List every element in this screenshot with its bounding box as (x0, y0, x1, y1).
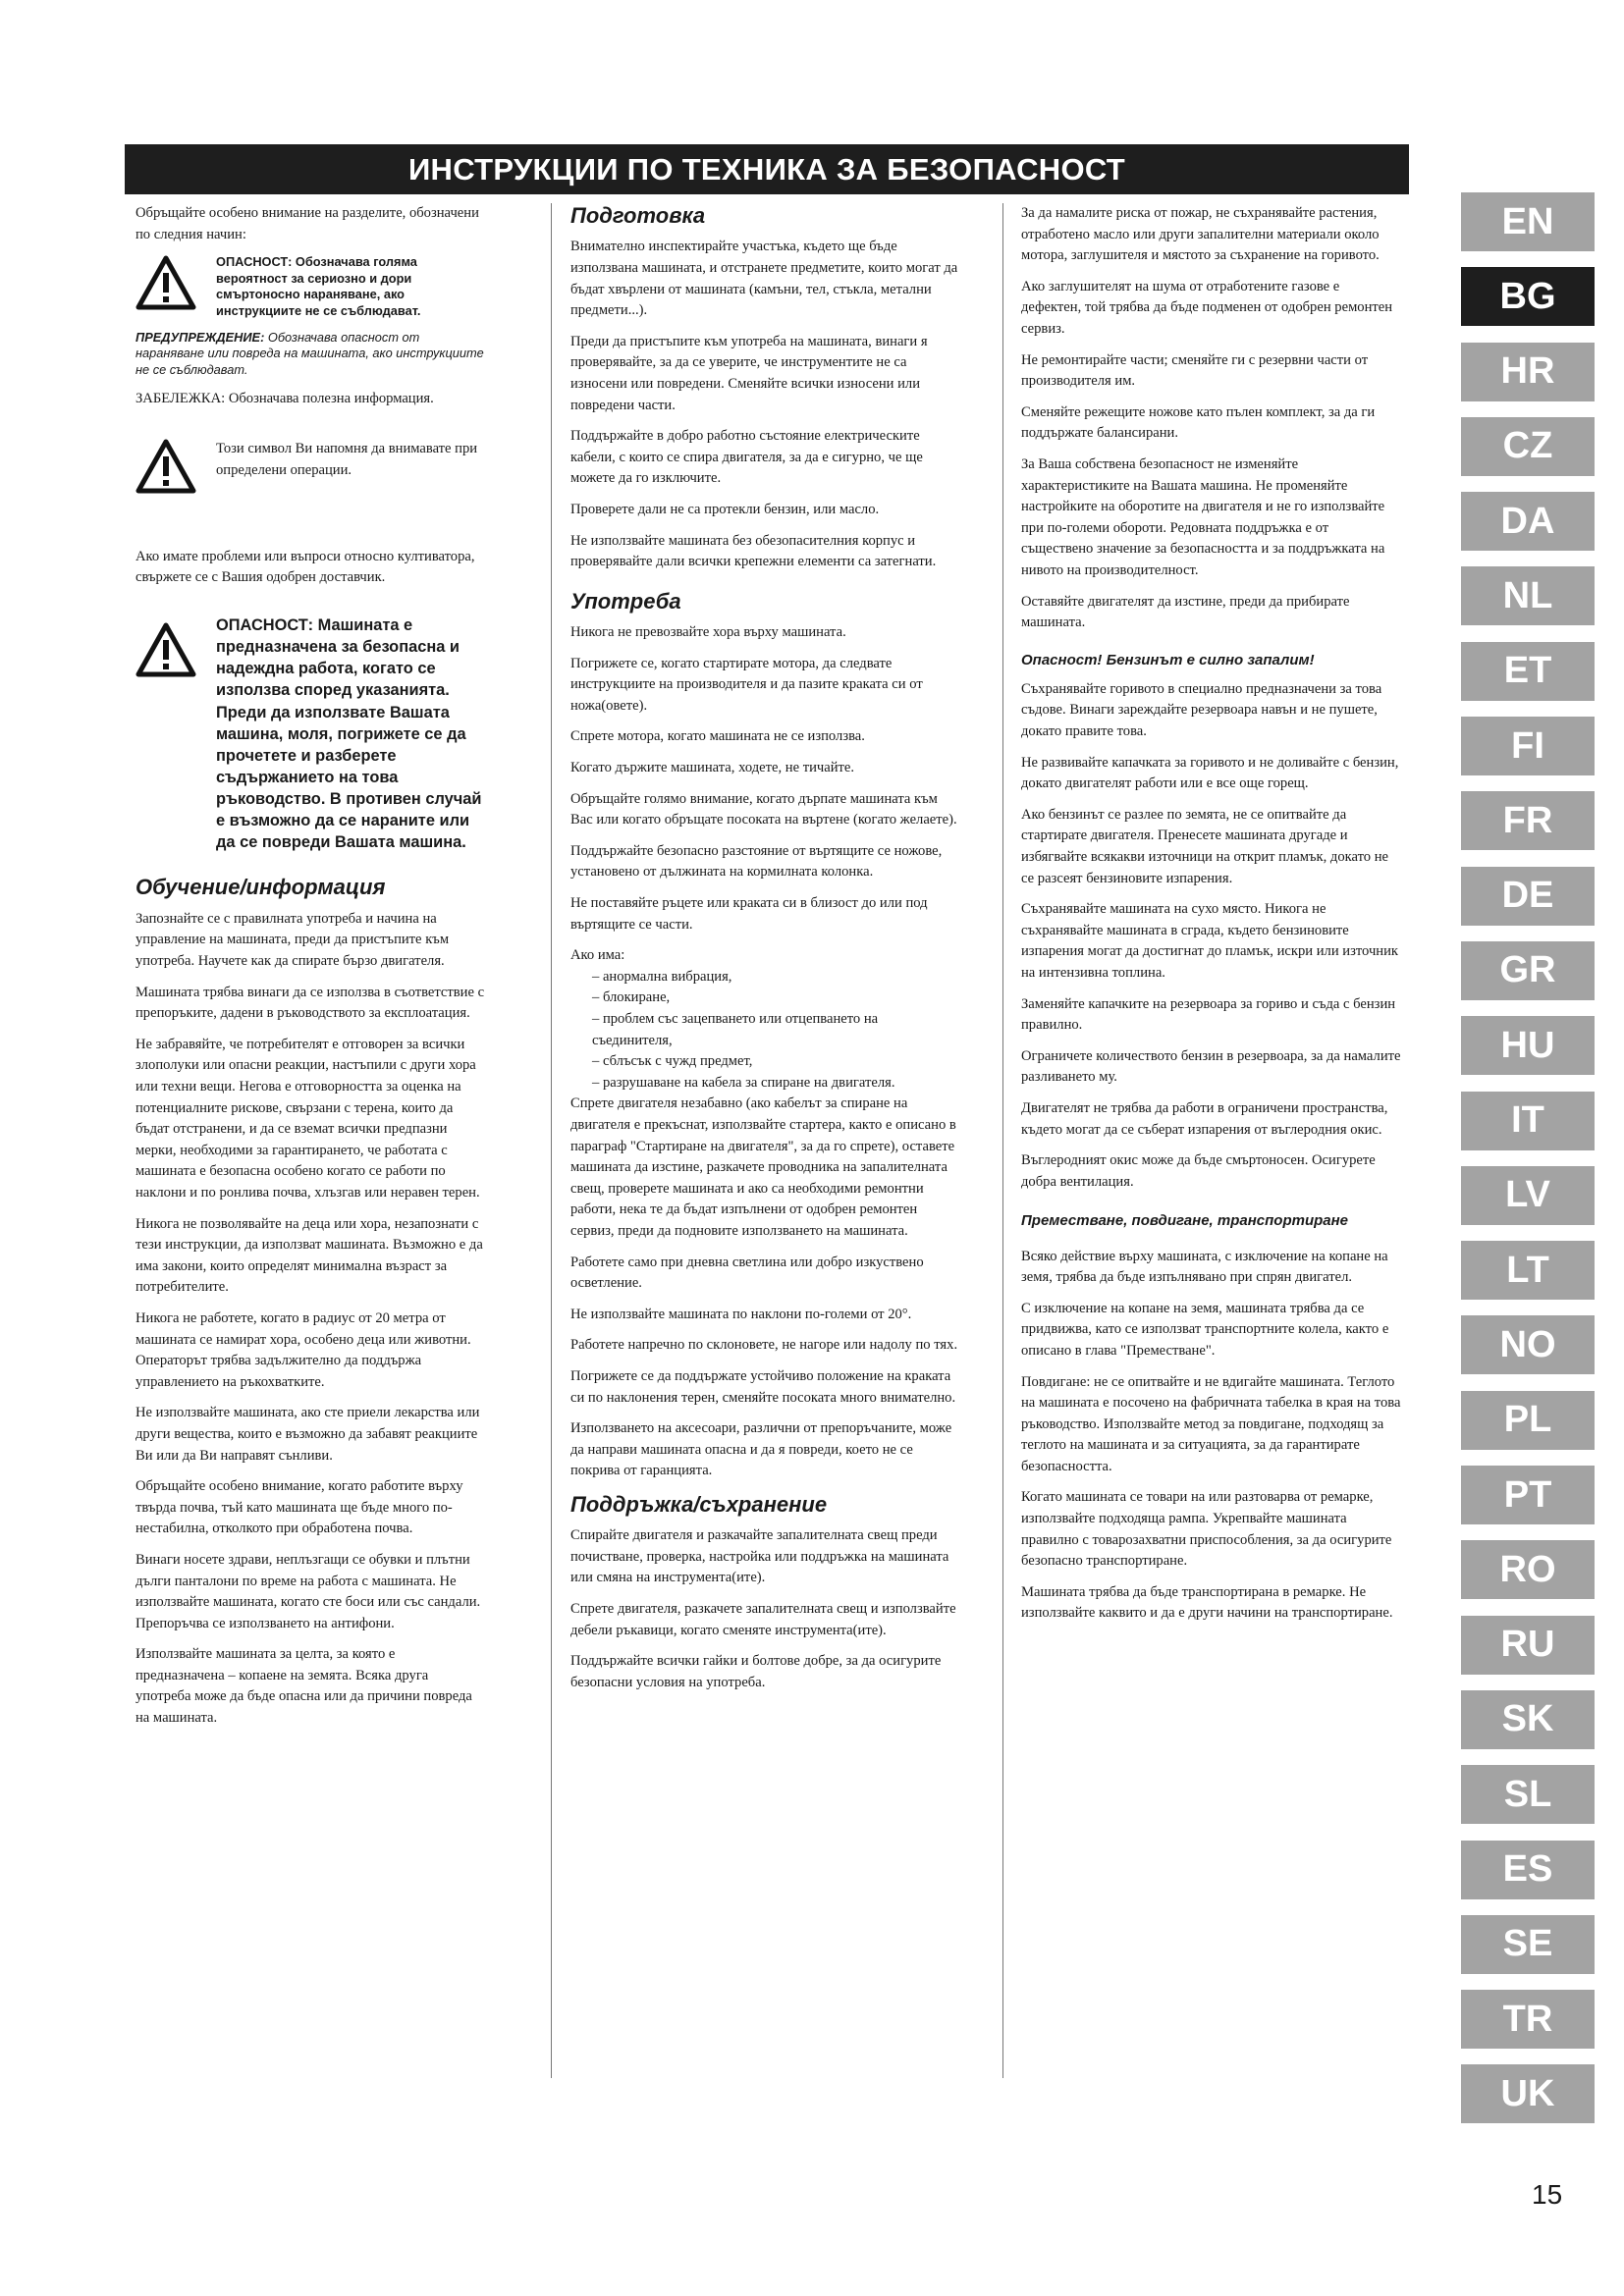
paragraph: За да намалите риска от пожар, не съхранявайте растения, отработено масло или други запалителни материали около мотора, заглушителя и мястото за съхранение на горивото. (1021, 205, 1380, 264)
transport-heading: Преместване, повдигане, транспортиране (1021, 1212, 1349, 1230)
column-divider (551, 203, 552, 2078)
paragraph: Погрижете се, когато стартирате мотора, да следвате инструкциите на производителя и да пазите краката си от ножа(овете). (570, 655, 923, 714)
paragraph: Обръщайте особено внимание, когато работите върху твърда почва, тъй като машината ще бъде много по-нестабилна, отколкото при обработена почва. (135, 1478, 463, 1537)
paragraph: Запознайте се с правилната употреба и начина на управление на машината, преди да пристъпите към употреба. Научете как да спирате бързо двигателя. (135, 910, 450, 970)
column-3 (1021, 203, 1402, 1634)
danger-block (135, 614, 487, 854)
language-tab-sl[interactable]: SL (1461, 1765, 1595, 1824)
language-tab-de[interactable]: DE (1461, 867, 1595, 926)
problems-text: Ако имате проблеми или въпроси относно култиватора, свържете се с Вашия одобрен доставчик. (135, 548, 475, 586)
paragraph: Поддържайте в добро работно състояние електрическите кабели, с които се спира двигателя, за да е сигурно, че ще можете да го изключите. (570, 428, 923, 487)
list-item: – блокиране, (592, 988, 959, 1009)
paragraph: Не поставяйте ръцете или краката си в близост до или под въртящите се части. (570, 895, 928, 933)
language-tab-hr[interactable]: HR (1461, 343, 1595, 401)
language-tab-hu[interactable]: HU (1461, 1016, 1595, 1075)
paragraph: Когато машината се товари на или разтоварва от ремарке, използвайте подходяща рампа. Укрепвайте машината правилно с товарозахватни приспособления, за да осигурите безопасно транспортиране. (1021, 1489, 1392, 1570)
language-tab-lv[interactable]: LV (1461, 1166, 1595, 1225)
paragraph: Ограничете количеството бензин в резервоара, за да намалите разливането му. (1021, 1047, 1401, 1086)
fuel-danger-text: ! Бензинът е силно запалим! (1097, 651, 1315, 668)
paragraph: Ако заглушителят на шума от отработените газове е дефектен, той трябва да бъде подменен от одобрен ремонтен сервиз. (1021, 278, 1393, 337)
paragraph: Поддържайте безопасно разстояние от въртящите се ножове, установено от дължината на кормилната колонка. (570, 842, 943, 881)
danger-text: ОПАСНОСТ: Машината е предназначена за безопасна и надеждна работа, когато се използва според указанията. Преди да използвате Вашата машина, моля, погрижете се да прочетете и разберете съдържанието на това ръководство. В противен случай е възможно да се нараните или да се повреди Вашата машина. (216, 615, 482, 852)
paragraph: Не ремонтирайте части; сменяйте ги с резервни части от производителя им. (1021, 351, 1369, 390)
warning-label: ПРЕДУПРЕЖДЕНИЕ: (135, 329, 265, 345)
paragraph: Повдигане: не се опитвайте и не вдигайте машината. Теглото на машината е посочено на фабричната табелка в края на това ръководство. Използвайте метод за повдигане, подходящ за теглото на машината и за ситуацията, за да гарантирате безопасността. (1021, 1373, 1401, 1474)
warning-note (135, 330, 487, 379)
language-tab-nl[interactable]: NL (1461, 566, 1595, 625)
list-item: – сблъсък с чужд предмет, (592, 1051, 959, 1073)
fuel-danger-label: Опасност (1021, 651, 1098, 668)
list-item: – разрушаване на кабела за спиране на двигателя. (592, 1073, 959, 1095)
warning-triangle-icon (135, 622, 196, 685)
warning-text: Обозначава опасност от нараняване или повреда на машината, ако инструкциите не се съблюдават. (135, 329, 484, 377)
warning-triangle-icon (135, 255, 196, 318)
paragraph: За Ваша собствена безопасност не изменяйте характеристиките на Вашата машина. Не променяйте настройките на оборотите на двигателя и не го използвайте при по-големи обороти. Редовната поддръжка е от съществено значение за безопасността и за поддръжката на нивото на производителност. (1021, 455, 1385, 578)
language-tab-no[interactable]: NO (1461, 1315, 1595, 1374)
paragraph: Преди да пристъпите към употреба на машината, винаги я проверявайте, за да се уверите, че инструментите не са износени или повредени. Сменяйте всички износени или повредени части. (570, 333, 928, 413)
preparation-heading: Подготовка (570, 203, 706, 228)
language-tab-gr[interactable]: GR (1461, 941, 1595, 1000)
language-tab-fi[interactable]: FI (1461, 717, 1595, 775)
paragraph: Спрете мотора, когато машината не се използва. (570, 728, 865, 745)
paragraph: Въглеродният окис може да бъде смъртоносен. Осигурете добра вентилация. (1021, 1152, 1376, 1190)
maintenance-heading: Поддръжка/съхранение (570, 1491, 828, 1517)
page-header-title: ИНСТРУКЦИИ ПО ТЕХНИКА ЗА БЕЗОПАСНОСТ (125, 144, 1409, 194)
warning-triangle-icon (135, 439, 196, 502)
paragraph: Внимателно инспектирайте участъка, където ще бъде използвана машината, и отстранете предметите, които могат да бъдат хвърлени от машината (камъни, тел, стъкла, метални предмети...). (570, 239, 958, 319)
language-tab-es[interactable]: ES (1461, 1841, 1595, 1899)
paragraph: Когато държите машината, ходете, не тичайте. (570, 760, 855, 776)
paragraph: Не използвайте машината без обезопасителния корпус и проверявайте дали всички крепежни елементи са затегнати. (570, 532, 937, 570)
paragraph: Погрижете се да поддържате устойчиво положение на краката си по наклонения терен, сменяйте посоката много внимателно. (570, 1367, 956, 1406)
paragraph: Машината трябва винаги да се използва в съответствие с препоръките, дадени в ръководството за експлоатация. (135, 984, 485, 1022)
language-tab-pl[interactable]: PL (1461, 1391, 1595, 1450)
paragraph: Никога не позволявайте на деца или хора, незапознати с тези инструкции, да използват машината. Възможно е да има закони, които определят минимална възраст за потребителите. (135, 1215, 483, 1296)
intro-text: Обръщайте особено внимание на разделите, обозначени по следния начин: (135, 205, 479, 242)
danger-note-text: ОПАСНОСТ: Обозначава голяма вероятност за сериозно и дори смъртоносно нараняване, ако инструкциите не се съблюдават. (216, 254, 421, 319)
language-tab-sk[interactable]: SK (1461, 1690, 1595, 1749)
paragraph: Машината трябва да бъде транспортирана в ремарке. Не използвайте каквито и да е други начини на транспортиране. (1021, 1583, 1393, 1622)
language-tab-en[interactable]: EN (1461, 192, 1595, 251)
paragraph: Спрете двигателя незабавно (ако кабелът за спиране на двигателя е прекъснат, използвайте стартера, както е описано в параграф "Стартиране на двигателя", за да го спрете), оставете машината да изстине, разкачете проводника на запалителната свещ, проверете машината и ако са необходими ремонтни работи, нека те да бъдат изпълнени от одобрен ремонтен сервиз, преди да подновите използването на машината. (570, 1095, 956, 1239)
list-item: – анормална вибрация, (592, 967, 959, 988)
list-item: – проблем със зацепването или отцепването на съединителя, (592, 1009, 959, 1051)
paragraph: Двигателят не трябва да работи в ограничени пространства, където могат да се съберат изпарения от въглеродния окис. (1021, 1099, 1388, 1138)
paragraph: Работете само при дневна светлина или добро изкуствено осветление. (570, 1254, 924, 1292)
language-tab-lt[interactable]: LT (1461, 1241, 1595, 1300)
paragraph: Никога не работете, когато в радиус от 20 метра от машината се намират хора, особено деца или животни. Операторът трябва задължително да поддържа управлението на ръкохватките. (135, 1309, 471, 1390)
paragraph: Не забравяйте, че потребителят е отговорен за всички злополуки или опасни реакции, настъпили с други хора или техни вещи. Негова е отговорността за оценка на потенциалните рискове, свързани с терена, които да бъдат отстранени, и да се вземат всички предпазни мерки, необходими за гарантирането, че работата с машината е безопасна особено когато се работи по наклони и по ронлива почва, хлъзгав или неравен терен. (135, 1036, 480, 1201)
column-divider (1002, 203, 1003, 2078)
use-heading: Употреба (570, 588, 681, 614)
paragraph: Не развивайте капачката за горивото и не доливайте с бензин, докато двигателят работи или е все още горещ. (1021, 754, 1399, 792)
fuel-danger-heading (1021, 650, 1402, 671)
paragraph: С изключение на копане на земя, машината трябва да се придвижва, като се използват транспортните колела, както е описано в глава "Преместване". (1021, 1300, 1389, 1359)
paragraph: Използването на аксесоари, различни от препоръчаните, може да направи машината опасна и да я повреди, което не се покрива от гаранцията. (570, 1420, 952, 1479)
paragraph: Винаги носете здрави, неплъзгащи се обувки и плътни дълги панталони по време на работа с машината. Не използвайте машината, когато сте боси или със сандали. Препоръчва се използването на антифони. (135, 1551, 481, 1631)
note-text: ЗАБЕЛЕЖКА: Обозначава полезна информация. (135, 390, 434, 406)
language-tab-bg[interactable]: BG (1461, 267, 1595, 326)
paragraph: Никога не превозвайте хора върху машината. (570, 624, 846, 641)
language-tab-da[interactable]: DA (1461, 492, 1595, 551)
language-tab-ru[interactable]: RU (1461, 1616, 1595, 1675)
paragraph: Не използвайте машината по наклони по-големи от 20°. (570, 1306, 912, 1322)
if-list (570, 967, 959, 1095)
language-sidebar (1461, 192, 1595, 2140)
paragraph: Поддържайте всички гайки и болтове добре, за да осигурите безопасни условия на употреба. (570, 1653, 942, 1690)
paragraph: Обръщайте голямо внимание, когато дърпате машината към Вас или когато обръщате посоката на въртене (когато желаете). (570, 790, 957, 828)
if-label: Ако има: (570, 947, 625, 964)
language-tab-cz[interactable]: CZ (1461, 417, 1595, 476)
language-tab-it[interactable]: IT (1461, 1092, 1595, 1150)
symbol-note-block (135, 439, 487, 502)
language-tab-uk[interactable]: UK (1461, 2064, 1595, 2123)
language-tab-et[interactable]: ET (1461, 642, 1595, 701)
language-tab-tr[interactable]: TR (1461, 1990, 1595, 2049)
language-tab-ro[interactable]: RO (1461, 1540, 1595, 1599)
danger-note-block (135, 255, 487, 320)
paragraph: Оставяйте двигателят да изстине, преди да прибирате машината. (1021, 593, 1350, 631)
paragraph: Всяко действие върху машината, с изключение на копане на земя, трябва да бъде изпълнявано при спрян двигател. (1021, 1248, 1388, 1286)
column-2 (570, 203, 959, 1703)
paragraph: Ако бензинът се разлее по земята, не се опитвайте да стартирате двигателя. Пренесете машината другаде и избягвайте всякакви източници на открит пламък, докато не се разсеят бензиновите изпарения. (1021, 806, 1388, 886)
symbol-note-text: Този символ Ви напомня да внимавате при определени операции. (216, 441, 478, 478)
column-1 (135, 203, 487, 1739)
paragraph: Съхранявайте машината на сухо място. Никога не съхранявайте машината в сграда, където бензиновите изпарения могат да достигнат до пламък, искри или източник на интензивна топлина. (1021, 901, 1399, 981)
paragraph: Работете напречно по склоновете, не нагоре или надолу по тях. (570, 1337, 958, 1354)
paragraph: Не използвайте машината, ако сте приели лекарства или други вещества, които е възможно да забавят реакциите Ви или да Ви направят сънливи. (135, 1405, 480, 1464)
training-heading: Обучение/информация (135, 875, 386, 900)
paragraph: Използвайте машината за целта, за която е предназначена – копаене на земята. Всяка друга употреба може да бъде опасна или да причини повреда на машината. (135, 1646, 472, 1727)
language-tab-fr[interactable]: FR (1461, 791, 1595, 850)
language-tab-se[interactable]: SE (1461, 1915, 1595, 1974)
paragraph: Заменяйте капачките на резервоара за гориво и съда с бензин правилно. (1021, 995, 1396, 1034)
paragraph: Сменяйте режещите ножове като пълен комплект, за да ги поддържате балансирани. (1021, 403, 1376, 442)
paragraph: Проверете дали не са протекли бензин, или масло. (570, 501, 880, 517)
language-tab-pt[interactable]: PT (1461, 1466, 1595, 1524)
paragraph: Съхранявайте горивото в специално предназначени за това съдове. Винаги зареждайте резервоара навън и не пушете, докато правите това. (1021, 680, 1382, 740)
paragraph: Спирайте двигателя и разкачайте запалителната свещ преди почистване, проверка, настройка или поддръжка на машината или смяна на инструмента(ите). (570, 1527, 949, 1586)
paragraph: Спрете двигателя, разкачете запалителната свещ и използвайте дебели ръкавици, когато сменяте инструмента(ите). (570, 1601, 956, 1638)
page-number: 15 (1532, 2179, 1563, 2210)
